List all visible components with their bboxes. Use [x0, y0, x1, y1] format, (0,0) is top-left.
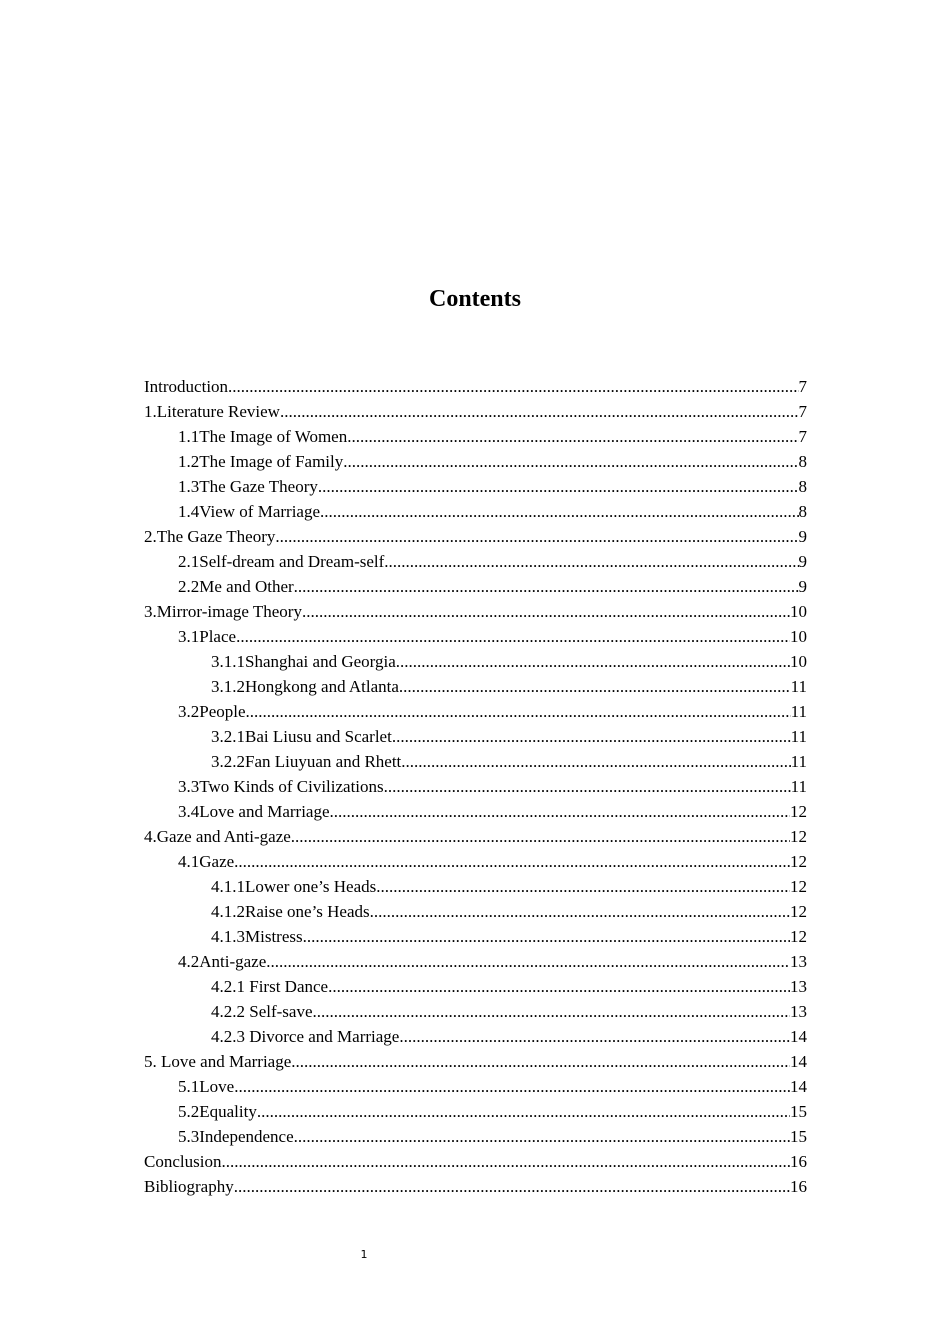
toc-dot-leader [401, 749, 790, 774]
toc-dot-leader [234, 1174, 790, 1199]
toc-entry-page-number: 8 [798, 477, 807, 496]
toc-entry-label: Conclusion [144, 1152, 222, 1171]
toc-entry-page-number: 9 [798, 552, 807, 571]
toc-entry-page-number: 14 [790, 1027, 807, 1046]
toc-entry[interactable] [144, 1049, 807, 1074]
toc-dot-leader [275, 524, 798, 549]
toc-entry[interactable] [144, 999, 807, 1024]
toc-entry-label: 5.2Equality [178, 1102, 257, 1121]
toc-entry-label: Bibliography [144, 1177, 234, 1196]
toc-dot-leader [330, 799, 790, 824]
toc-entry-label: 3.2People [178, 702, 246, 721]
toc-entry-label: 4.Gaze and Anti-gaze [144, 827, 291, 846]
toc-entry-page-number: 10 [790, 627, 807, 646]
toc-entry[interactable] [144, 599, 807, 624]
toc-entry-label: 1.4View of Marriage [178, 502, 321, 521]
toc-dot-leader [291, 1049, 790, 1074]
toc-dot-leader [236, 624, 790, 649]
toc-entry[interactable] [144, 874, 807, 899]
toc-entry-label: 1.1The Image of Women [178, 427, 348, 446]
table-of-contents [144, 374, 807, 1199]
toc-entry-label: 3.Mirror-image Theory [144, 602, 302, 621]
toc-entry-page-number: 9 [798, 527, 807, 546]
toc-entry-page-number: 13 [790, 1002, 807, 1021]
toc-entry-label: 5.1Love [178, 1077, 235, 1096]
toc-dot-leader [246, 699, 791, 724]
toc-dot-leader [347, 424, 798, 449]
toc-entry-label: 5. Love and Marriage [144, 1052, 292, 1071]
toc-entry-page-number: 11 [790, 727, 807, 746]
toc-entry-label: 1.2The Image of Family [178, 452, 344, 471]
toc-entry[interactable] [144, 1074, 807, 1099]
toc-entry-page-number: 15 [790, 1102, 807, 1121]
toc-entry-label: 3.2.2Fan Liuyuan and Rhett [211, 752, 402, 771]
toc-entry-label: 3.4Love and Marriage [178, 802, 330, 821]
toc-dot-leader [313, 999, 790, 1024]
toc-entry-page-number: 11 [790, 752, 807, 771]
toc-entry-page-number: 16 [790, 1177, 807, 1196]
toc-entry[interactable] [144, 749, 807, 774]
toc-entry[interactable] [144, 974, 807, 999]
toc-entry[interactable] [144, 474, 807, 499]
toc-dot-leader [399, 1024, 790, 1049]
toc-dot-leader [257, 1099, 790, 1124]
toc-entry[interactable] [144, 849, 807, 874]
toc-dot-leader [328, 974, 790, 999]
toc-entry-page-number: 7 [798, 402, 807, 421]
toc-dot-leader [376, 874, 790, 899]
toc-entry-label: 4.1.2Raise one’s Heads [211, 902, 370, 921]
toc-dot-leader [294, 1124, 790, 1149]
toc-entry[interactable] [144, 524, 807, 549]
toc-entry[interactable] [144, 574, 807, 599]
toc-entry-page-number: 9 [798, 577, 807, 596]
toc-entry-page-number: 11 [790, 702, 807, 721]
toc-entry-page-number: 13 [790, 977, 807, 996]
toc-entry[interactable] [144, 899, 807, 924]
toc-entry[interactable] [144, 374, 807, 399]
toc-entry-page-number: 12 [790, 902, 807, 921]
page-number: 1 [360, 1248, 368, 1261]
page-title: Contents [428, 286, 521, 312]
toc-dot-leader [280, 399, 799, 424]
toc-dot-leader [384, 549, 798, 574]
toc-entry-label: 4.2.2 Self-save [211, 1002, 313, 1021]
toc-entry[interactable] [144, 699, 807, 724]
toc-entry[interactable] [144, 649, 807, 674]
toc-dot-leader [396, 649, 790, 674]
toc-entry-label: 4.2Anti-gaze [178, 952, 267, 971]
toc-entry-page-number: 12 [790, 927, 807, 946]
toc-entry-label: 4.1.3Mistress [211, 927, 303, 946]
toc-entry[interactable] [144, 1124, 807, 1149]
toc-entry-label: 4.1.1Lower one’s Heads [211, 877, 377, 896]
toc-entry[interactable] [144, 799, 807, 824]
toc-entry-page-number: 12 [790, 852, 807, 871]
toc-entry[interactable] [144, 499, 807, 524]
toc-entry-page-number: 12 [790, 802, 807, 821]
toc-entry-label: 2.2Me and Other [178, 577, 294, 596]
toc-entry-page-number: 14 [790, 1077, 807, 1096]
toc-entry-page-number: 8 [798, 502, 807, 521]
toc-entry[interactable] [144, 674, 807, 699]
toc-entry-page-number: 11 [790, 677, 807, 696]
toc-entry-page-number: 7 [798, 427, 807, 446]
toc-entry-page-number: 8 [798, 452, 807, 471]
toc-dot-leader [320, 499, 798, 524]
toc-entry-page-number: 13 [790, 952, 807, 971]
toc-dot-leader [303, 924, 790, 949]
toc-entry-label: 1.Literature Review [144, 402, 280, 421]
toc-dot-leader [384, 774, 791, 799]
toc-entry[interactable] [144, 1024, 807, 1049]
toc-entry-label: 3.3Two Kinds of Civilizations [178, 777, 384, 796]
toc-entry-label: 2.The Gaze Theory [144, 527, 276, 546]
toc-entry-label: 1.3The Gaze Theory [178, 477, 318, 496]
toc-entry-label: 4.1Gaze [178, 852, 235, 871]
toc-entry-page-number: 10 [790, 652, 807, 671]
toc-entry[interactable] [144, 449, 807, 474]
toc-entry-label: 3.1.2Hongkong and Atlanta [211, 677, 399, 696]
toc-dot-leader [294, 574, 799, 599]
toc-entry-label: 5.3Independence [178, 1127, 294, 1146]
toc-entry-page-number: 7 [798, 377, 807, 396]
toc-dot-leader [318, 474, 799, 499]
toc-entry[interactable] [144, 1149, 807, 1174]
toc-entry-label: 4.2.3 Divorce and Marriage [211, 1027, 400, 1046]
toc-entry-label: Introduction [144, 377, 229, 396]
toc-entry-page-number: 14 [790, 1052, 807, 1071]
toc-dot-leader [302, 599, 790, 624]
toc-dot-leader [266, 949, 790, 974]
toc-entry-label: 2.1Self-dream and Dream-self [178, 552, 385, 571]
toc-entry-label: 4.2.1 First Dance [211, 977, 329, 996]
toc-entry[interactable] [144, 624, 807, 649]
toc-dot-leader [370, 899, 790, 924]
toc-dot-leader [291, 824, 790, 849]
toc-dot-leader [392, 724, 791, 749]
toc-dot-leader [234, 849, 790, 874]
toc-entry[interactable] [144, 724, 807, 749]
toc-dot-leader [343, 449, 798, 474]
toc-entry-page-number: 12 [790, 877, 807, 896]
toc-entry[interactable] [144, 1099, 807, 1124]
toc-dot-leader [221, 1149, 790, 1174]
toc-entry-label: 3.1Place [178, 627, 237, 646]
toc-entry[interactable] [144, 549, 807, 574]
toc-entry-label: 3.2.1Bai Liusu and Scarlet [211, 727, 392, 746]
toc-dot-leader [228, 374, 798, 399]
toc-entry[interactable] [144, 774, 807, 799]
toc-entry-page-number: 11 [790, 777, 807, 796]
toc-entry[interactable] [144, 924, 807, 949]
toc-entry-page-number: 15 [790, 1127, 807, 1146]
toc-dot-leader [399, 674, 791, 699]
toc-entry[interactable] [144, 399, 807, 424]
toc-entry-page-number: 10 [790, 602, 807, 621]
toc-entry[interactable] [144, 824, 807, 849]
toc-entry-page-number: 12 [790, 827, 807, 846]
toc-entry-label: 3.1.1Shanghai and Georgia [211, 652, 396, 671]
toc-entry[interactable] [144, 1174, 807, 1199]
toc-entry-page-number: 16 [790, 1152, 807, 1171]
toc-dot-leader [234, 1074, 790, 1099]
toc-entry[interactable] [144, 424, 807, 449]
toc-entry[interactable] [144, 949, 807, 974]
